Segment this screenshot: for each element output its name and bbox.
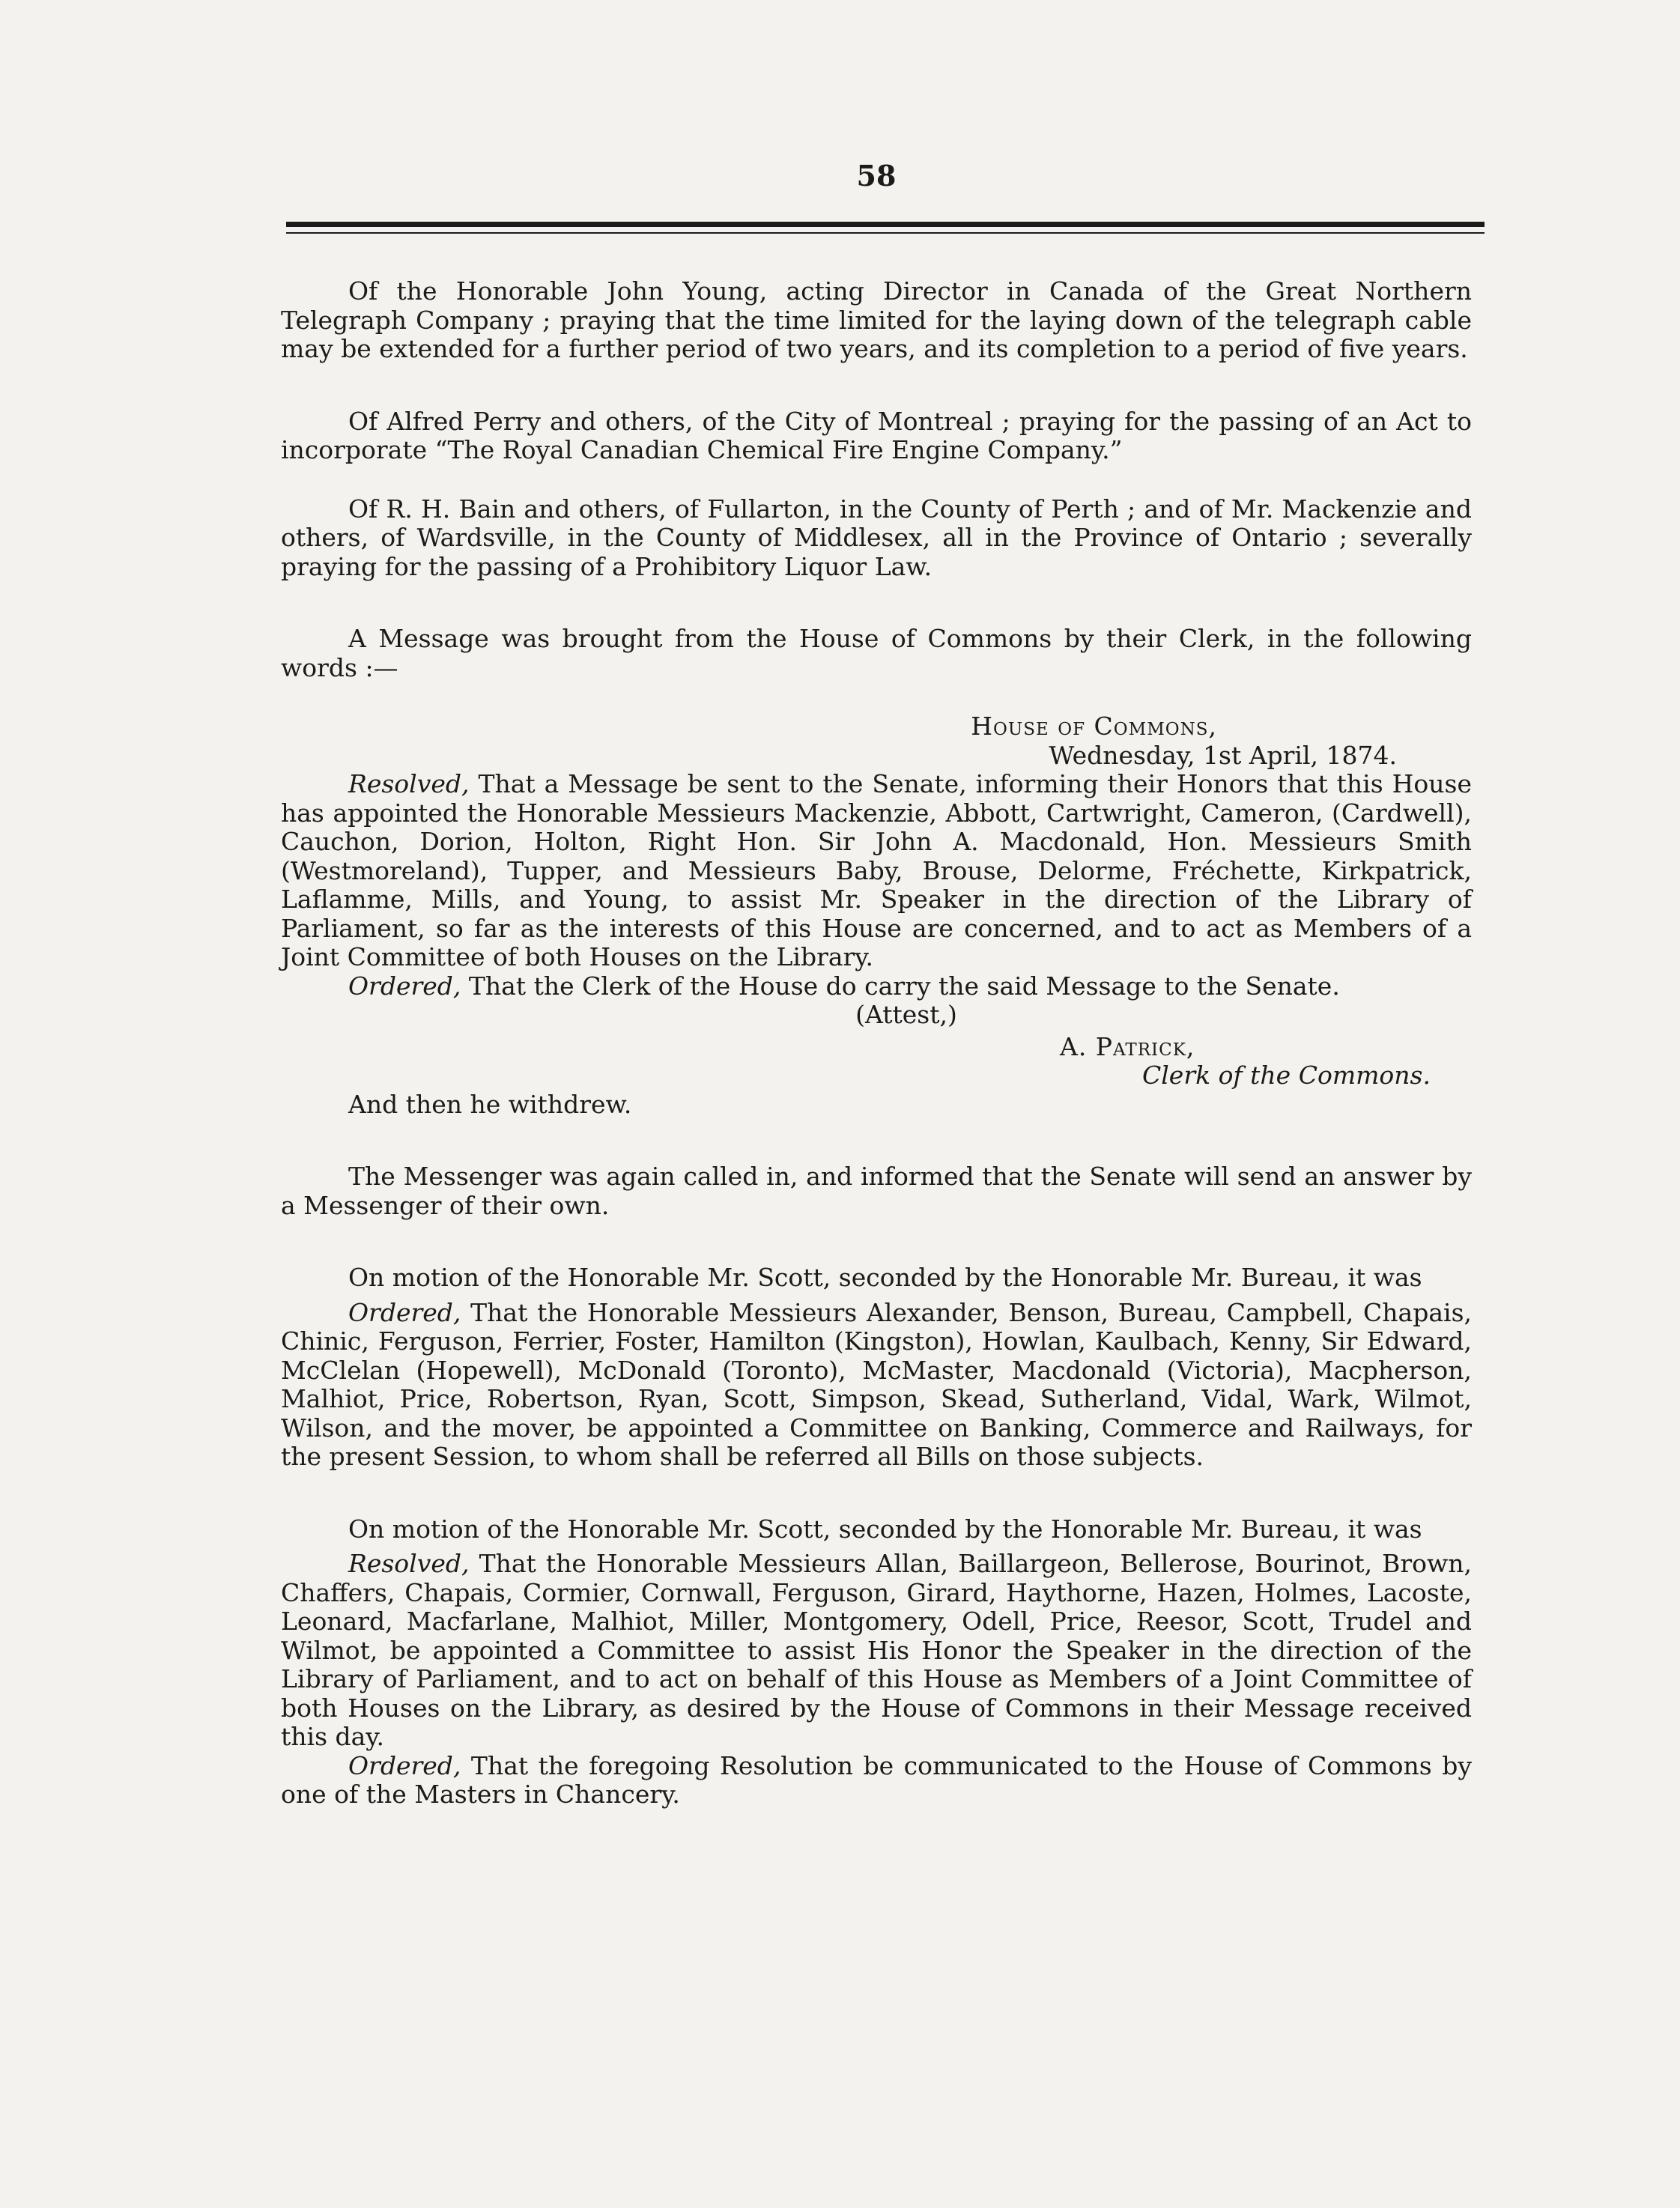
ordered-label: Ordered, (348, 971, 461, 1001)
petition-young: Of the Honorable John Young, acting Director in Canada of the Great Northern Telegraph Company ; praying that the time limited for the laying down of the telegraph cable may be extended for a further period of two years, and its completion to a period of five years. (281, 276, 1472, 363)
resolved-library-committee (281, 1550, 1472, 1752)
signer-title: Clerk of the Commons. (1142, 1061, 1431, 1090)
ordered-communicate (281, 1752, 1472, 1810)
petition-bain: Of R. H. Bain and others, of Fullarton, in the County of Perth ; and of Mr. Mackenzie and others, of Wardsville, in the County of Middlesex, all in the Province of Ontario ; severally praying for the passing of a Prohibitory Liquor Law. (281, 494, 1472, 581)
message-date: Wednesday, 1st April, 1874. (1049, 740, 1397, 770)
ordered-text: That the Clerk of the House do carry the said Message to the Senate. (461, 971, 1340, 1001)
withdrew: And then he withdrew. (348, 1089, 632, 1119)
attest: (Attest,) (855, 1000, 957, 1029)
ordered-banking-committee (281, 1299, 1472, 1472)
body-text (281, 277, 1472, 1810)
resolved-text: That a Message be sent to the Senate, informing their Honors that this House has appointed the Honorable Messieurs Mackenzie, Abbott, Cartwright, Cameron, (Cardwell), Cauchon, Dorion, Holton, Right Hon. Sir John A. Macdonald, Hon. Messieurs Smith (Westmoreland), Tupper, and Messieurs Baby, Brouse, Delorme, Fréchette, Kirkpatrick, Laflamme, Mills, and Young, to assist Mr. Speaker in the direction of the Library of Parliament, so far as the interests of this House are concerned, and to act as Members of a Joint Committee of both Houses on the Library. (281, 769, 1472, 971)
message-heading: House of Commons, (971, 712, 1217, 741)
header-rule-thin (286, 232, 1485, 234)
resolved-label: Resolved, (348, 769, 470, 798)
petition-perry: Of Alfred Perry and others, of the City of Montreal ; praying for the passing of an Act to incorporate “The Royal Canadian Chemical Fire Engine Company.” (281, 406, 1472, 464)
messenger-called-in: The Messenger was again called in, and informed that the Senate will send an answer by a Messenger of their own. (281, 1162, 1472, 1220)
p9-label: Resolved, (348, 1549, 470, 1578)
message-resolved (281, 770, 1472, 972)
page-number: 58 (856, 159, 897, 192)
p10-text: That the foregoing Resolution be communicated to the House of Commons by one of the Masters in Chancery. (281, 1750, 1472, 1809)
motion-library: On motion of the Honorable Mr. Scott, seconded by the Honorable Mr. Bureau, it was (348, 1514, 1422, 1544)
signer-name: A. Patrick, (1060, 1031, 1195, 1061)
p7-label: Ordered, (348, 1297, 461, 1327)
message-intro: A Message was brought from the House of Commons by their Clerk, in the following words :— (281, 624, 1472, 682)
p7-text: That the Honorable Messieurs Alexander, Benson, Bureau, Campbell, Chapais, Chinic, Ferguson, Ferrier, Foster, Hamilton (Kingston), Howlan, Kaulbach, Kenny, Sir Edward, McClelan (Hopewell), McDonald (Toronto), McMaster, Macdonald (Victoria), Macpherson, Malhiot, Price, Robertson, Ryan, Scott, Simpson, Skead, Sutherland, Vidal, Wark, Wilmot, Wilson, and the mover, be appointed a Committee on Banking, Commerce and Railways, for the present Session, to whom shall be referred all Bills on those subjects. (281, 1297, 1472, 1471)
message-ordered (281, 972, 1472, 1001)
p9-text: That the Honorable Messieurs Allan, Baillargeon, Bellerose, Bourinot, Brown, Chaffers, Chapais, Cormier, Cornwall, Ferguson, Girard, Haythorne, Hazen, Holmes, Lacoste, Leonard, Macfarlane, Malhiot, Miller, Montgomery, Odell, Price, Reesor, Scott, Trudel and Wilmot, be appointed a Committee to assist His Honor the Speaker in the direction of the Library of Parliament, and to act on behalf of this House as Members of a Joint Committee of both Houses on the Library, as desired by the House of Commons in their Message received this day. (281, 1549, 1472, 1751)
header-rule-thick (286, 222, 1485, 227)
motion-banking: On motion of the Honorable Mr. Scott, seconded by the Honorable Mr. Bureau, it was (348, 1263, 1422, 1292)
p10-label: Ordered, (348, 1750, 461, 1780)
